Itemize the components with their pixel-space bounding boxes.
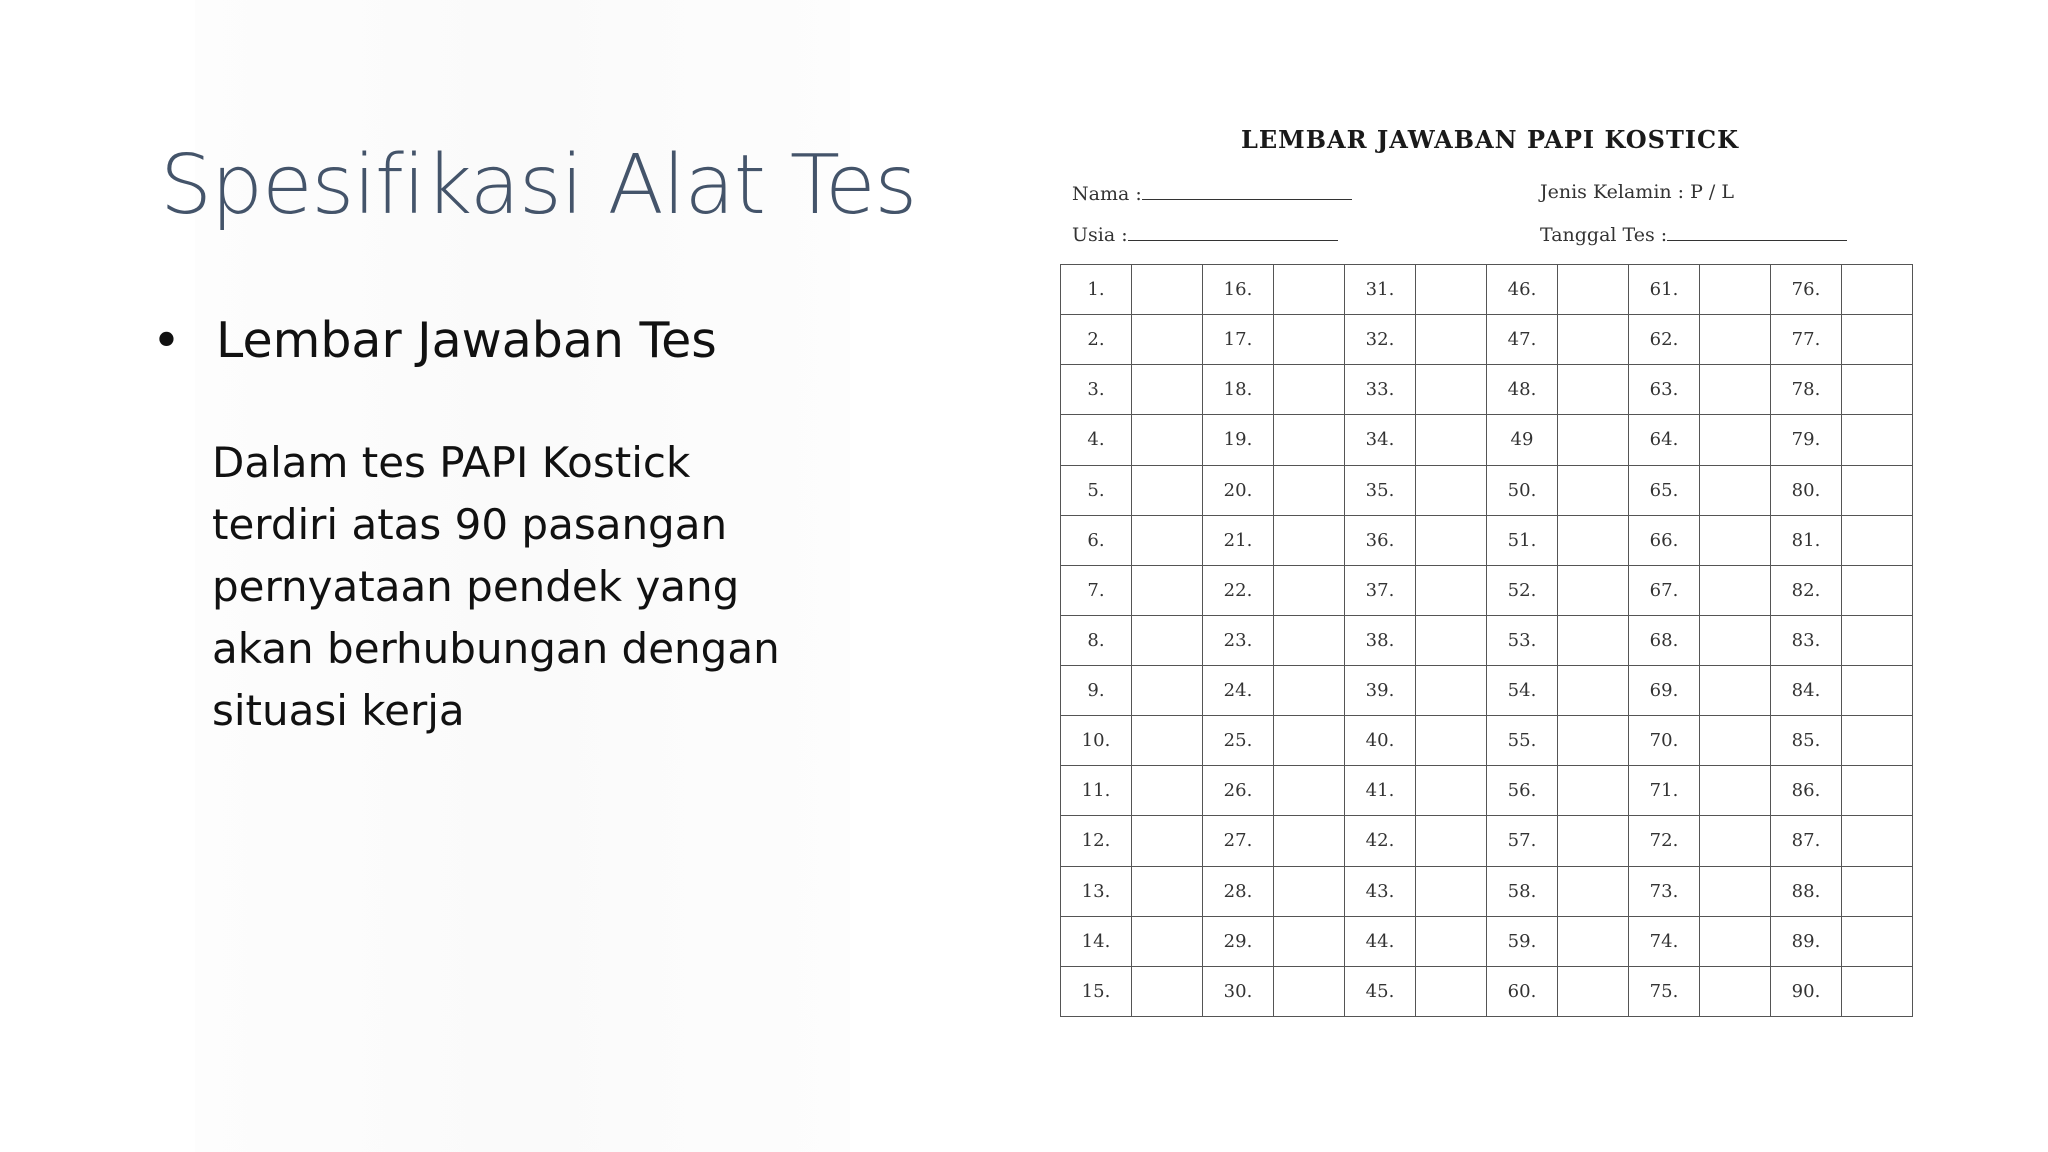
question-number: 40.	[1345, 716, 1416, 766]
answer-cell	[1274, 866, 1345, 916]
question-number: 11.	[1061, 766, 1132, 816]
question-number: 22.	[1203, 565, 1274, 615]
question-number: 51.	[1487, 515, 1558, 565]
question-number: 57.	[1487, 816, 1558, 866]
answer-row	[1061, 916, 1913, 966]
answer-cell	[1842, 816, 1913, 866]
question-number: 15.	[1061, 966, 1132, 1016]
answer-cell	[1558, 866, 1629, 916]
answer-row	[1061, 766, 1913, 816]
question-number: 36.	[1345, 515, 1416, 565]
question-number: 19.	[1203, 415, 1274, 465]
question-number: 76.	[1771, 265, 1842, 315]
answer-cell	[1132, 716, 1203, 766]
answer-cell	[1274, 315, 1345, 365]
answer-cell	[1132, 816, 1203, 866]
answer-cell	[1416, 916, 1487, 966]
question-number: 69.	[1629, 666, 1700, 716]
answer-row	[1061, 565, 1913, 615]
body-line: akan berhubungan dengan	[212, 624, 780, 673]
answer-cell	[1842, 265, 1913, 315]
test-date-field	[1540, 222, 1847, 246]
answer-cell	[1416, 515, 1487, 565]
question-number: 70.	[1629, 716, 1700, 766]
answer-cell	[1842, 415, 1913, 465]
answer-row	[1061, 365, 1913, 415]
body-line: terdiri atas 90 pasangan	[212, 500, 728, 549]
answer-cell	[1700, 916, 1771, 966]
answer-row	[1061, 866, 1913, 916]
answer-cell	[1274, 716, 1345, 766]
question-number: 81.	[1771, 515, 1842, 565]
question-number: 52.	[1487, 565, 1558, 615]
answer-cell	[1700, 866, 1771, 916]
answer-cell	[1416, 615, 1487, 665]
body-paragraph	[212, 432, 852, 742]
answer-cell	[1416, 465, 1487, 515]
answer-cell	[1842, 916, 1913, 966]
question-number: 4.	[1061, 415, 1132, 465]
answer-cell	[1132, 966, 1203, 1016]
question-number: 60.	[1487, 966, 1558, 1016]
answer-row	[1061, 515, 1913, 565]
answer-cell	[1558, 465, 1629, 515]
answer-cell	[1842, 716, 1913, 766]
body-line: Dalam tes PAPI Kostick	[212, 438, 691, 487]
question-number: 2.	[1061, 315, 1132, 365]
answer-cell	[1416, 766, 1487, 816]
bullet-text: Lembar Jawaban Tes	[216, 312, 717, 369]
question-number: 89.	[1771, 916, 1842, 966]
answer-cell	[1132, 415, 1203, 465]
gender-label: Jenis Kelamin : P / L	[1540, 181, 1734, 203]
answer-row	[1061, 265, 1913, 315]
question-number: 31.	[1345, 265, 1416, 315]
question-number: 78.	[1771, 365, 1842, 415]
answer-cell	[1132, 465, 1203, 515]
question-number: 38.	[1345, 615, 1416, 665]
question-number: 41.	[1345, 766, 1416, 816]
answer-sheet-title: LEMBAR JAWABAN PAPI KOSTICK	[1240, 125, 1739, 154]
question-number: 3.	[1061, 365, 1132, 415]
answer-cell	[1132, 766, 1203, 816]
question-number: 86.	[1771, 766, 1842, 816]
answer-cell	[1842, 515, 1913, 565]
answer-cell	[1558, 716, 1629, 766]
question-number: 44.	[1345, 916, 1416, 966]
answer-cell	[1416, 315, 1487, 365]
answer-cell	[1558, 365, 1629, 415]
name-blank	[1142, 181, 1352, 200]
answer-cell	[1558, 816, 1629, 866]
answer-cell	[1132, 615, 1203, 665]
answer-cell	[1132, 315, 1203, 365]
question-number: 29.	[1203, 916, 1274, 966]
answer-cell	[1274, 265, 1345, 315]
answer-cell	[1700, 766, 1771, 816]
answer-cell	[1700, 615, 1771, 665]
answer-cell	[1274, 766, 1345, 816]
answer-cell	[1132, 666, 1203, 716]
answer-cell	[1416, 666, 1487, 716]
question-number: 55.	[1487, 716, 1558, 766]
answer-cell	[1700, 515, 1771, 565]
answer-cell	[1700, 716, 1771, 766]
question-number: 46.	[1487, 265, 1558, 315]
question-number: 71.	[1629, 766, 1700, 816]
answer-cell	[1558, 766, 1629, 816]
answer-cell	[1274, 916, 1345, 966]
age-label: Usia :	[1072, 224, 1128, 246]
answer-cell	[1132, 866, 1203, 916]
question-number: 75.	[1629, 966, 1700, 1016]
question-number: 7.	[1061, 565, 1132, 615]
name-label: Nama :	[1072, 183, 1142, 205]
answer-cell	[1842, 365, 1913, 415]
question-number: 72.	[1629, 816, 1700, 866]
answer-cell	[1558, 615, 1629, 665]
question-number: 10.	[1061, 716, 1132, 766]
answer-cell	[1274, 565, 1345, 615]
answer-cell	[1274, 966, 1345, 1016]
answer-row	[1061, 666, 1913, 716]
answer-cell	[1132, 365, 1203, 415]
answer-cell	[1558, 916, 1629, 966]
answer-cell	[1274, 615, 1345, 665]
question-number: 18.	[1203, 365, 1274, 415]
question-number: 23.	[1203, 615, 1274, 665]
answer-cell	[1842, 866, 1913, 916]
question-number: 64.	[1629, 415, 1700, 465]
answer-cell	[1700, 966, 1771, 1016]
answer-cell	[1700, 465, 1771, 515]
question-number: 84.	[1771, 666, 1842, 716]
question-number: 79.	[1771, 415, 1842, 465]
answer-cell	[1842, 666, 1913, 716]
test-date-label: Tanggal Tes :	[1540, 224, 1668, 246]
answer-cell	[1700, 666, 1771, 716]
answer-cell	[1558, 666, 1629, 716]
answer-cell	[1558, 265, 1629, 315]
answer-row	[1061, 615, 1913, 665]
question-number: 59.	[1487, 916, 1558, 966]
question-number: 53.	[1487, 615, 1558, 665]
question-number: 33.	[1345, 365, 1416, 415]
answer-cell	[1132, 515, 1203, 565]
question-number: 80.	[1771, 465, 1842, 515]
answer-cell	[1700, 265, 1771, 315]
answer-row	[1061, 966, 1913, 1016]
question-number: 16.	[1203, 265, 1274, 315]
answer-cell	[1132, 916, 1203, 966]
question-number: 32.	[1345, 315, 1416, 365]
question-number: 63.	[1629, 365, 1700, 415]
answer-cell	[1700, 365, 1771, 415]
question-number: 49	[1487, 415, 1558, 465]
answer-cell	[1700, 565, 1771, 615]
answer-grid-body	[1061, 265, 1913, 1017]
question-number: 28.	[1203, 866, 1274, 916]
gender-field	[1540, 181, 1734, 203]
answer-cell	[1416, 415, 1487, 465]
answer-cell	[1416, 365, 1487, 415]
answer-cell	[1274, 365, 1345, 415]
question-number: 8.	[1061, 615, 1132, 665]
answer-cell	[1842, 615, 1913, 665]
answer-cell	[1558, 966, 1629, 1016]
question-number: 13.	[1061, 866, 1132, 916]
answer-row	[1061, 465, 1913, 515]
question-number: 54.	[1487, 666, 1558, 716]
age-blank	[1128, 222, 1338, 241]
name-field	[1072, 181, 1352, 205]
answer-row	[1061, 415, 1913, 465]
question-number: 82.	[1771, 565, 1842, 615]
answer-row	[1061, 716, 1913, 766]
question-number: 9.	[1061, 666, 1132, 716]
question-number: 26.	[1203, 766, 1274, 816]
answer-row	[1061, 816, 1913, 866]
answer-cell	[1700, 816, 1771, 866]
question-number: 25.	[1203, 716, 1274, 766]
body-line: pernyataan pendek yang	[212, 562, 740, 611]
question-number: 12.	[1061, 816, 1132, 866]
question-number: 34.	[1345, 415, 1416, 465]
answer-grid	[1060, 264, 1913, 1017]
answer-cell	[1842, 966, 1913, 1016]
answer-cell	[1842, 565, 1913, 615]
question-number: 48.	[1487, 365, 1558, 415]
bullet-item	[152, 312, 717, 369]
question-number: 39.	[1345, 666, 1416, 716]
answer-cell	[1416, 565, 1487, 615]
question-number: 37.	[1345, 565, 1416, 615]
question-number: 87.	[1771, 816, 1842, 866]
question-number: 67.	[1629, 565, 1700, 615]
slide-title: Spesifikasi Alat Tes	[160, 138, 917, 233]
answer-cell	[1274, 816, 1345, 866]
question-number: 24.	[1203, 666, 1274, 716]
question-number: 5.	[1061, 465, 1132, 515]
answer-cell	[1558, 415, 1629, 465]
question-number: 21.	[1203, 515, 1274, 565]
answer-cell	[1132, 265, 1203, 315]
answer-cell	[1842, 315, 1913, 365]
question-number: 27.	[1203, 816, 1274, 866]
question-number: 77.	[1771, 315, 1842, 365]
question-number: 43.	[1345, 866, 1416, 916]
answer-cell	[1416, 966, 1487, 1016]
question-number: 17.	[1203, 315, 1274, 365]
answer-cell	[1274, 666, 1345, 716]
answer-cell	[1558, 515, 1629, 565]
answer-cell	[1558, 565, 1629, 615]
question-number: 58.	[1487, 866, 1558, 916]
answer-cell	[1558, 315, 1629, 365]
question-number: 61.	[1629, 265, 1700, 315]
question-number: 90.	[1771, 966, 1842, 1016]
answer-cell	[1416, 816, 1487, 866]
question-number: 1.	[1061, 265, 1132, 315]
test-date-blank	[1667, 222, 1847, 241]
question-number: 14.	[1061, 916, 1132, 966]
question-number: 62.	[1629, 315, 1700, 365]
question-number: 73.	[1629, 866, 1700, 916]
bullet-dot: •	[152, 312, 181, 369]
question-number: 6.	[1061, 515, 1132, 565]
body-line: situasi kerja	[212, 686, 465, 735]
answer-sheet-image	[1060, 115, 1920, 1025]
answer-cell	[1416, 866, 1487, 916]
answer-cell	[1274, 465, 1345, 515]
question-number: 45.	[1345, 966, 1416, 1016]
question-number: 65.	[1629, 465, 1700, 515]
question-number: 88.	[1771, 866, 1842, 916]
answer-cell	[1700, 315, 1771, 365]
question-number: 68.	[1629, 615, 1700, 665]
answer-cell	[1842, 465, 1913, 515]
answer-cell	[1132, 565, 1203, 615]
age-field	[1072, 222, 1338, 246]
question-number: 85.	[1771, 716, 1842, 766]
answer-cell	[1274, 515, 1345, 565]
question-number: 47.	[1487, 315, 1558, 365]
answer-cell	[1274, 415, 1345, 465]
question-number: 30.	[1203, 966, 1274, 1016]
question-number: 50.	[1487, 465, 1558, 515]
question-number: 56.	[1487, 766, 1558, 816]
question-number: 74.	[1629, 916, 1700, 966]
answer-cell	[1700, 415, 1771, 465]
answer-cell	[1842, 766, 1913, 816]
question-number: 83.	[1771, 615, 1842, 665]
question-number: 20.	[1203, 465, 1274, 515]
answer-cell	[1416, 716, 1487, 766]
question-number: 42.	[1345, 816, 1416, 866]
answer-row	[1061, 315, 1913, 365]
answer-cell	[1416, 265, 1487, 315]
question-number: 66.	[1629, 515, 1700, 565]
question-number: 35.	[1345, 465, 1416, 515]
